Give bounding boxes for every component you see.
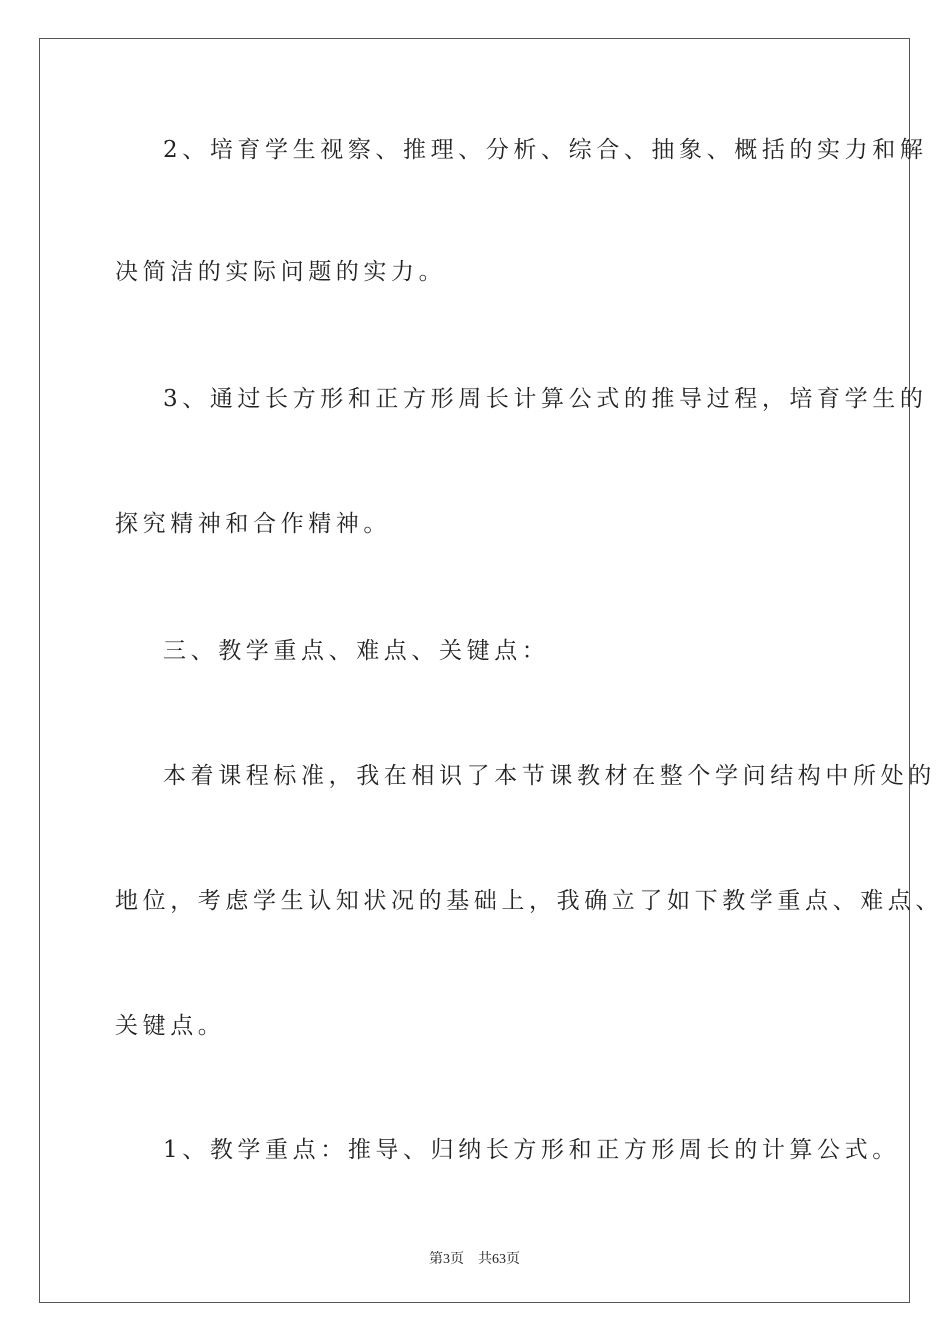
page-total: 共63页 <box>478 1252 520 1267</box>
paragraph-line: 2、培育学生视察、推理、分析、综合、抽象、概括的实力和解 <box>163 137 928 163</box>
paragraph-line: 探究精神和合作精神。 <box>115 511 391 537</box>
page-footer <box>40 1248 909 1268</box>
paragraph-line: 3、通过长方形和正方形周长计算公式的推导过程，培育学生的 <box>163 386 928 412</box>
section-heading: 三、教学重点、难点、关键点： <box>163 638 550 664</box>
document-page <box>39 38 943 1303</box>
paragraph-line: 本着课程标准，我在相识了本节课教材在整个学问结构中所处的 <box>163 763 936 789</box>
paragraph-line: 地位，考虑学生认知状况的基础上，我确立了如下教学重点、难点、 <box>115 888 943 914</box>
page-number: 第3页 <box>429 1252 464 1267</box>
paragraph-line: 关键点。 <box>115 1013 226 1039</box>
paragraph-line: 1、教学重点：推导、归纳长方形和正方形周长的计算公式。 <box>163 1137 900 1163</box>
paragraph-line: 决简洁的实际问题的实力。 <box>115 259 447 285</box>
